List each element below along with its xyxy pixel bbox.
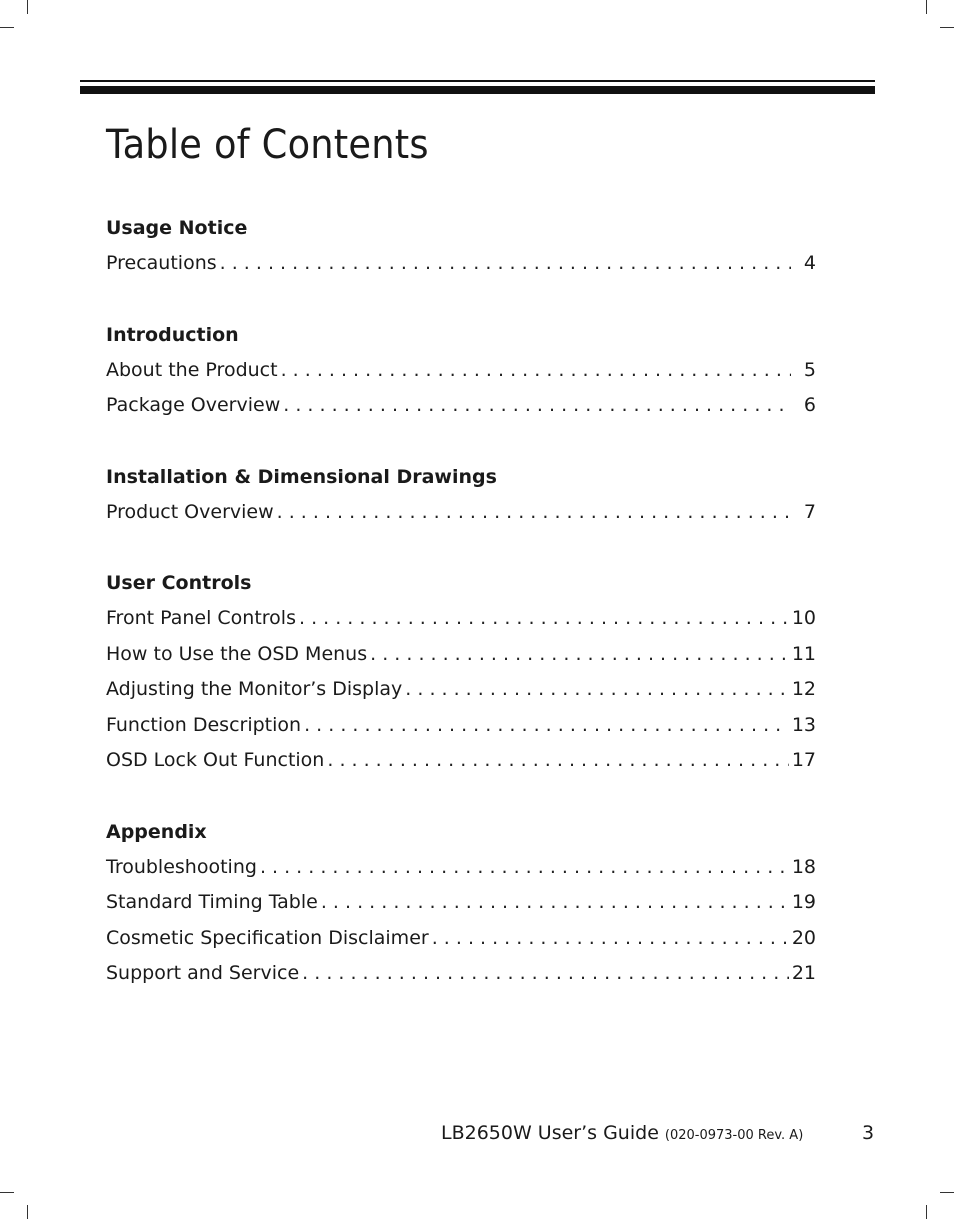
page-title: Table of Contents — [106, 122, 429, 168]
entry-page-number: 19 — [791, 891, 816, 913]
toc-section-user-controls — [106, 565, 816, 779]
header-rule-thin — [80, 80, 875, 82]
crop-mark — [926, 0, 927, 14]
entry-label: Product Overview — [106, 500, 274, 523]
entry-label: Adjusting the Monitor’s Display — [106, 678, 403, 700]
entry-label: About the Product — [106, 358, 278, 381]
entry-label: Function Description — [106, 713, 302, 736]
entry-page-number: 12 — [791, 678, 816, 700]
table-of-contents — [106, 210, 816, 1027]
crop-mark — [27, 1205, 28, 1219]
toc-entry[interactable] — [106, 850, 816, 886]
toc-entry[interactable] — [106, 246, 816, 282]
entry-page-number: 17 — [791, 749, 816, 771]
crop-mark — [0, 1192, 14, 1193]
entry-label: Front Panel Controls — [106, 607, 296, 629]
toc-entry[interactable] — [106, 921, 816, 957]
toc-entry[interactable] — [106, 353, 816, 389]
header-rule-thick — [80, 86, 875, 94]
entry-page-number: 18 — [791, 855, 816, 878]
page-number: 3 — [862, 1122, 875, 1144]
dot-leader — [283, 388, 791, 424]
crop-mark — [27, 0, 28, 14]
dot-leader — [304, 708, 789, 744]
dot-leader — [277, 495, 791, 531]
toc-entry[interactable] — [106, 495, 816, 531]
entry-label: Standard Timing Table — [106, 891, 318, 913]
entry-label: OSD Lock Out Function — [106, 749, 325, 771]
entry-page-number: 10 — [791, 607, 816, 629]
toc-section-usage-notice — [106, 210, 816, 282]
section-heading: User Controls — [106, 572, 252, 594]
dot-leader — [321, 885, 789, 921]
toc-entry[interactable] — [106, 885, 816, 921]
toc-entry[interactable] — [106, 672, 816, 708]
crop-mark — [940, 1192, 954, 1193]
section-heading: Introduction — [106, 323, 239, 346]
toc-section-installation — [106, 459, 816, 531]
entry-label: Precautions — [106, 252, 217, 274]
entry-label: How to Use the OSD Menus — [106, 642, 368, 665]
crop-mark — [0, 27, 14, 28]
dot-leader — [260, 850, 789, 886]
toc-section-introduction — [106, 317, 816, 424]
entry-page-number: 13 — [791, 713, 816, 736]
entry-page-number: 11 — [791, 642, 816, 665]
entry-page-number: 6 — [803, 394, 816, 416]
section-heading: Usage Notice — [106, 217, 248, 239]
dot-leader — [299, 601, 789, 637]
dot-leader — [432, 921, 789, 957]
guide-title: LB2650W User’s Guide — [441, 1122, 659, 1144]
crop-mark — [926, 1205, 927, 1219]
dot-leader — [220, 246, 791, 282]
section-heading: Installation & Dimensional Drawings — [106, 465, 497, 488]
dot-leader — [281, 353, 791, 389]
toc-entry[interactable] — [106, 743, 816, 779]
doc-number: (020-0973-00 Rev. A) — [664, 1128, 804, 1143]
entry-label: Package Overview — [106, 394, 281, 416]
entry-page-number: 4 — [803, 252, 816, 274]
entry-page-number: 5 — [803, 358, 816, 381]
toc-entry[interactable] — [106, 708, 816, 744]
crop-mark — [940, 27, 954, 28]
entry-label: Support and Service — [106, 962, 300, 984]
entry-page-number: 7 — [803, 500, 816, 523]
footer — [441, 1118, 803, 1151]
entry-label: Troubleshooting — [106, 855, 257, 878]
dot-leader — [302, 956, 789, 992]
dot-leader — [327, 743, 788, 779]
entry-label: Cosmetic Specification Disclaimer — [106, 926, 429, 949]
toc-entry[interactable] — [106, 601, 816, 637]
toc-section-appendix — [106, 814, 816, 992]
toc-entry[interactable] — [106, 956, 816, 992]
dot-leader — [405, 672, 789, 708]
dot-leader — [370, 637, 789, 673]
toc-entry[interactable] — [106, 637, 816, 673]
entry-page-number: 20 — [791, 926, 816, 949]
entry-page-number: 21 — [791, 962, 816, 984]
section-heading: Appendix — [106, 820, 207, 843]
toc-entry[interactable] — [106, 388, 816, 424]
